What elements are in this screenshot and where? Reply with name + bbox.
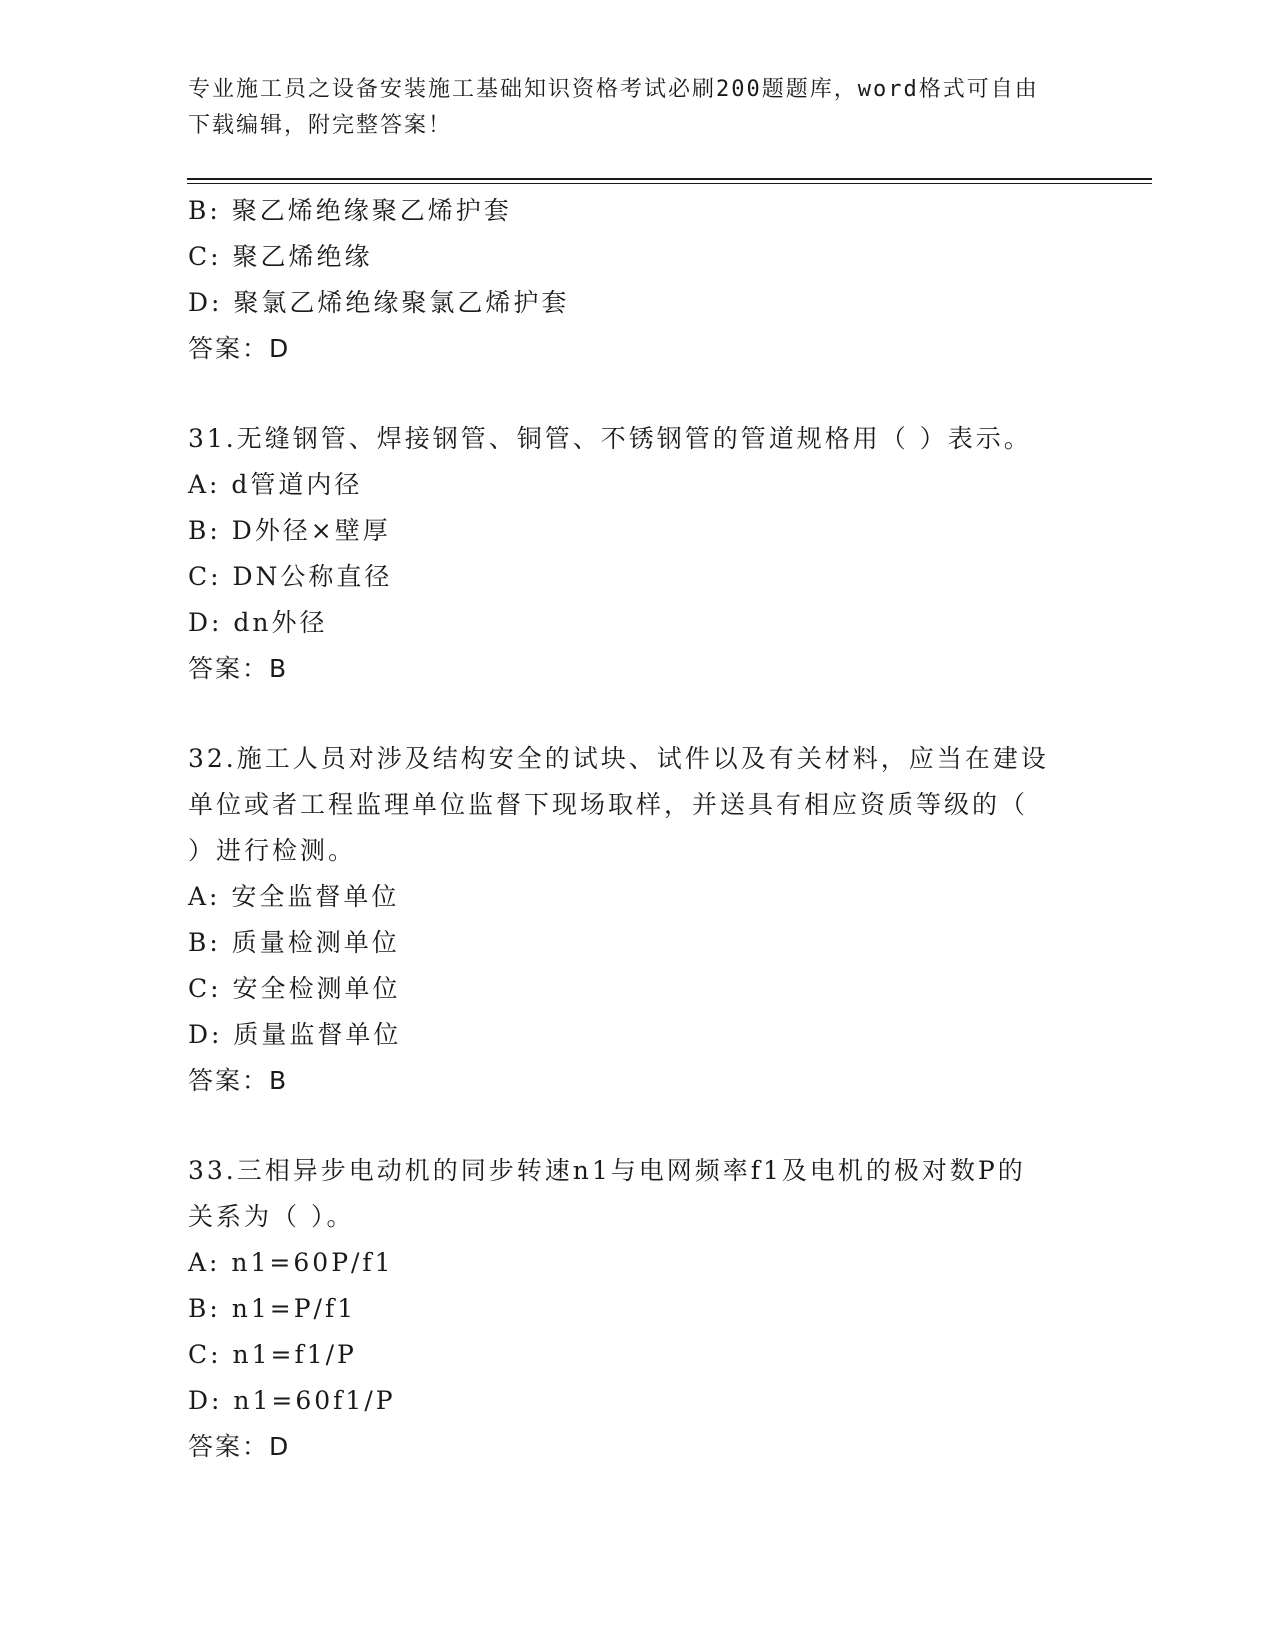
question-33-block — [188, 1148, 1088, 1470]
prev-question-block — [188, 188, 1088, 372]
option-a: A: 安全监督单位 — [188, 882, 400, 911]
option-c: C: 聚乙烯绝缘 — [188, 242, 373, 271]
header-line-1: 专业施工员之设备安装施工基础知识资格考试必刷200题题库，word格式可自由 — [188, 77, 1039, 102]
option-a: A: d管道内径 — [188, 470, 363, 499]
answer-line: 答案：D — [188, 334, 291, 363]
option-b: B: n1=P/f1 — [188, 1294, 357, 1323]
option-d: D: n1=60f1/P — [188, 1386, 396, 1415]
option-d: D: 聚氯乙烯绝缘聚氯乙烯护套 — [188, 288, 570, 317]
answer-line: 答案：B — [188, 1066, 289, 1095]
option-d: D: 质量监督单位 — [188, 1020, 402, 1049]
option-c: C: 安全检测单位 — [188, 974, 401, 1003]
question-stem: 31.无缝钢管、焊接钢管、铜管、不锈钢管的管道规格用（ ）表示。 — [188, 424, 1032, 453]
question-stem-line-1: 32.施工人员对涉及结构安全的试块、试件以及有关材料，应当在建设 — [188, 744, 1049, 773]
document-body — [188, 188, 1088, 1470]
document-header — [188, 72, 1088, 144]
option-c: C: DN公称直径 — [188, 562, 393, 591]
option-b: B: 质量检测单位 — [188, 928, 400, 957]
question-stem-line-2: 单位或者工程监理单位监督下现场取样，并送具有相应资质等级的（ — [188, 790, 1029, 819]
header-rule-thin — [187, 183, 1152, 184]
option-b: B: 聚乙烯绝缘聚乙烯护套 — [188, 196, 512, 225]
option-a: A: n1=60P/f1 — [188, 1248, 394, 1277]
option-d: D: dn外径 — [188, 608, 328, 637]
question-stem-line-3: ）进行检测。 — [188, 836, 357, 865]
answer-line: 答案：D — [188, 1432, 291, 1461]
header-rule-thick — [187, 178, 1152, 180]
answer-line: 答案：B — [188, 654, 289, 683]
question-31-block — [188, 416, 1088, 692]
option-c: C: n1=f1/P — [188, 1340, 357, 1369]
question-stem-line-2: 关系为（ ）。 — [188, 1202, 355, 1231]
question-stem-line-1: 33.三相异步电动机的同步转速n1与电网频率f1及电机的极对数P的 — [188, 1156, 1026, 1185]
option-b: B: D外径×壁厚 — [188, 516, 391, 545]
header-line-2: 下载编辑，附完整答案！ — [188, 113, 453, 138]
question-32-block — [188, 736, 1088, 1104]
